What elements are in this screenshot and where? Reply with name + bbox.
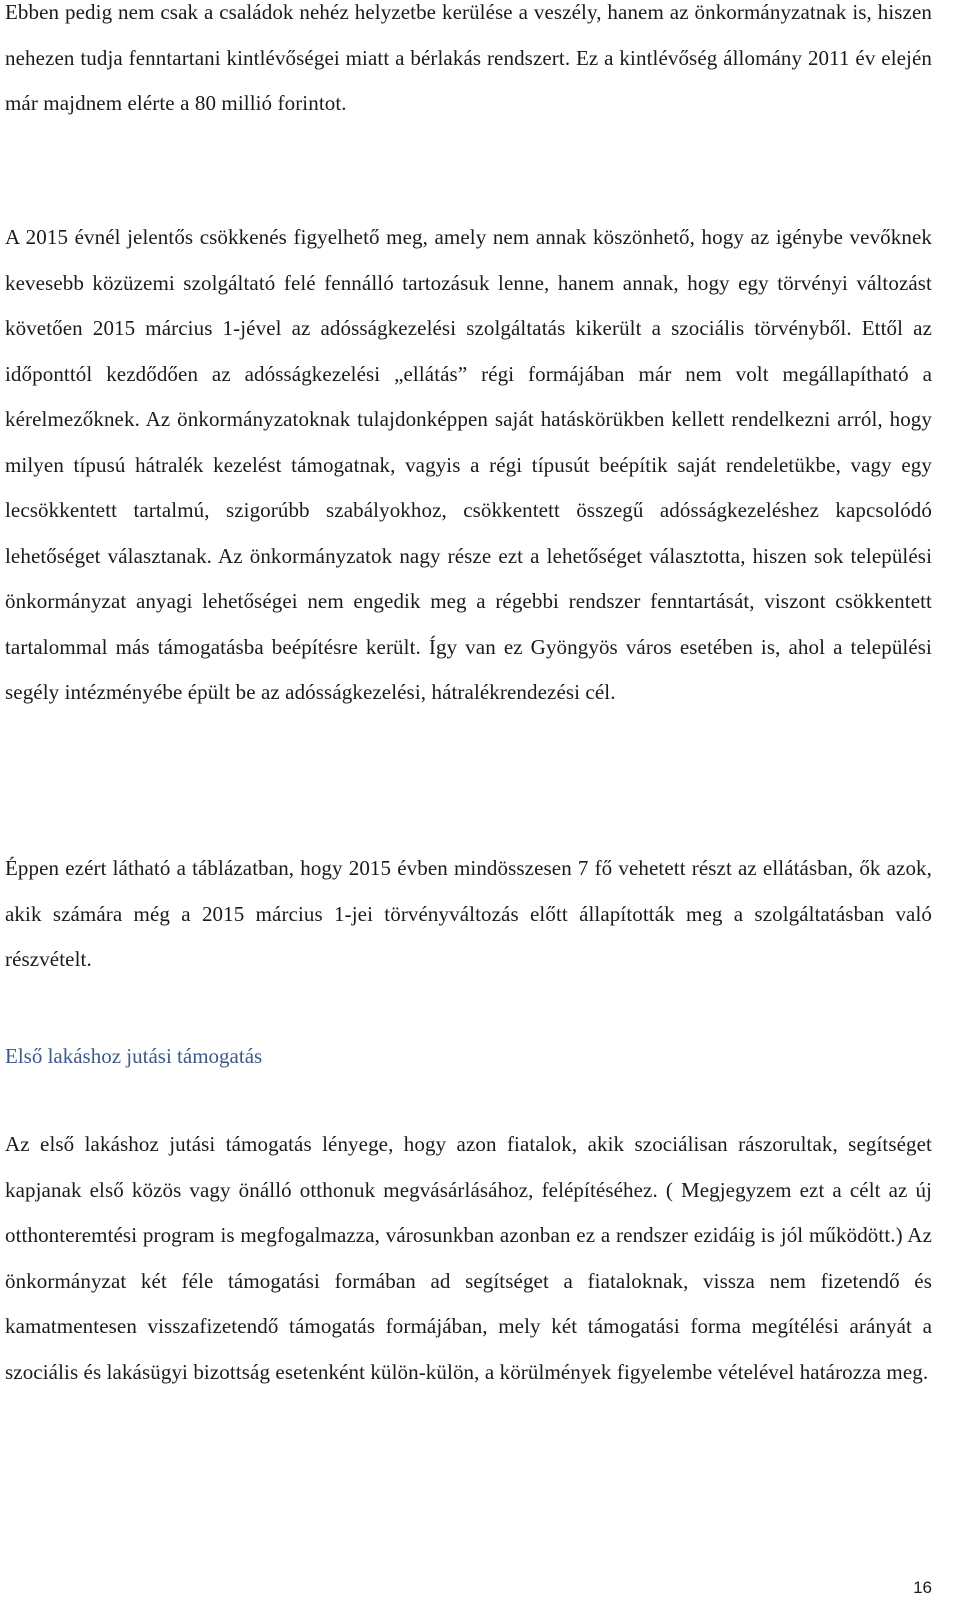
paragraph-table-note: Éppen ezért látható a táblázatban, hogy 2015 évben mindösszesen 7 fő vehetett részt az ellátásban, ők azok, akik számára még a 2015 március 1-jei törvényváltozás előtt állapították meg a szolgáltatásban való részvételt. xyxy=(5,856,932,971)
paragraph-debt-risk: Ebben pedig nem csak a családok nehéz helyzetbe kerülése a veszély, hanem az önkormányzatnak is, hiszen nehezen tudja fenntartani kintlévőségei miatt a bérlakás rendszert. Ez a kintlévőség állomány 2011 év elején már majdnem elérte a 80 millió forintot. xyxy=(5,0,932,115)
paragraph-2015-decrease: A 2015 évnél jelentős csökkenés figyelhető meg, amely nem annak köszönhető, hogy az igénybe vevőknek kevesebb közüzemi szolgáltató felé fennálló tartozásuk lenne, hanem annak, hogy egy törvényi változást követően 2015 március 1-jével az adósságkezelési szolgáltatás kikerült a szociális törvényből. Ettől az időponttól kezdődően az adósságkezelési „ellátás” régi formájában már nem volt megállapítható a kérelmezőknek. Az önkormányzatoknak tulajdonképpen saját hatáskörükben kellett rendelkezni arról, hogy milyen típusú hátralék kezelést támogatnak, vagyis a régi típusút beépítik saját rendeletükbe, vagy egy lecsökkentett tartalmú, szigorúbb szabályokhoz, csökkentett összegű adósságkezeléshez kapcsolódó lehetőséget választanak. Az önkormányzatok nagy része ezt a lehetőséget választotta, hiszen sok települési önkormányzat anyagi lehetőségei nem engedik meg a régebbi rendszer fenntartását, viszont csökkentett tartalommal más támogatásba beépítésre került. Így van ez Gyöngyös város esetében is, ahol a települési segély intézményébe épült be az adósságkezelési, hátralékrendezési cél. xyxy=(5,225,932,704)
page-number: 16 xyxy=(913,1578,932,1597)
section-heading: Első lakáshoz jutási támogatás xyxy=(5,1044,263,1068)
paragraph-first-home-support: Az első lakáshoz jutási támogatás lényege, hogy azon fiatalok, akik szociálisan rászorultak, segítséget kapjanak első közös vagy önálló otthonuk megvásárlásához, felépítéséhez. ( Megjegyzem ezt a célt az új otthonteremtési program is megfogalmazza, városunkban azonban ez a rendszer ezidáig is jól működött.) Az önkormányzat két féle támogatási formában ad segítséget a fiataloknak, vissza nem fizetendő és kamatmentesen visszafizetendő támogatás formájában, mely két támogatási forma megítélési arányát a szociális és lakásügyi bizottság esetenként külön-külön, a körülmények figyelembe vételével határozza meg. xyxy=(5,1132,932,1384)
